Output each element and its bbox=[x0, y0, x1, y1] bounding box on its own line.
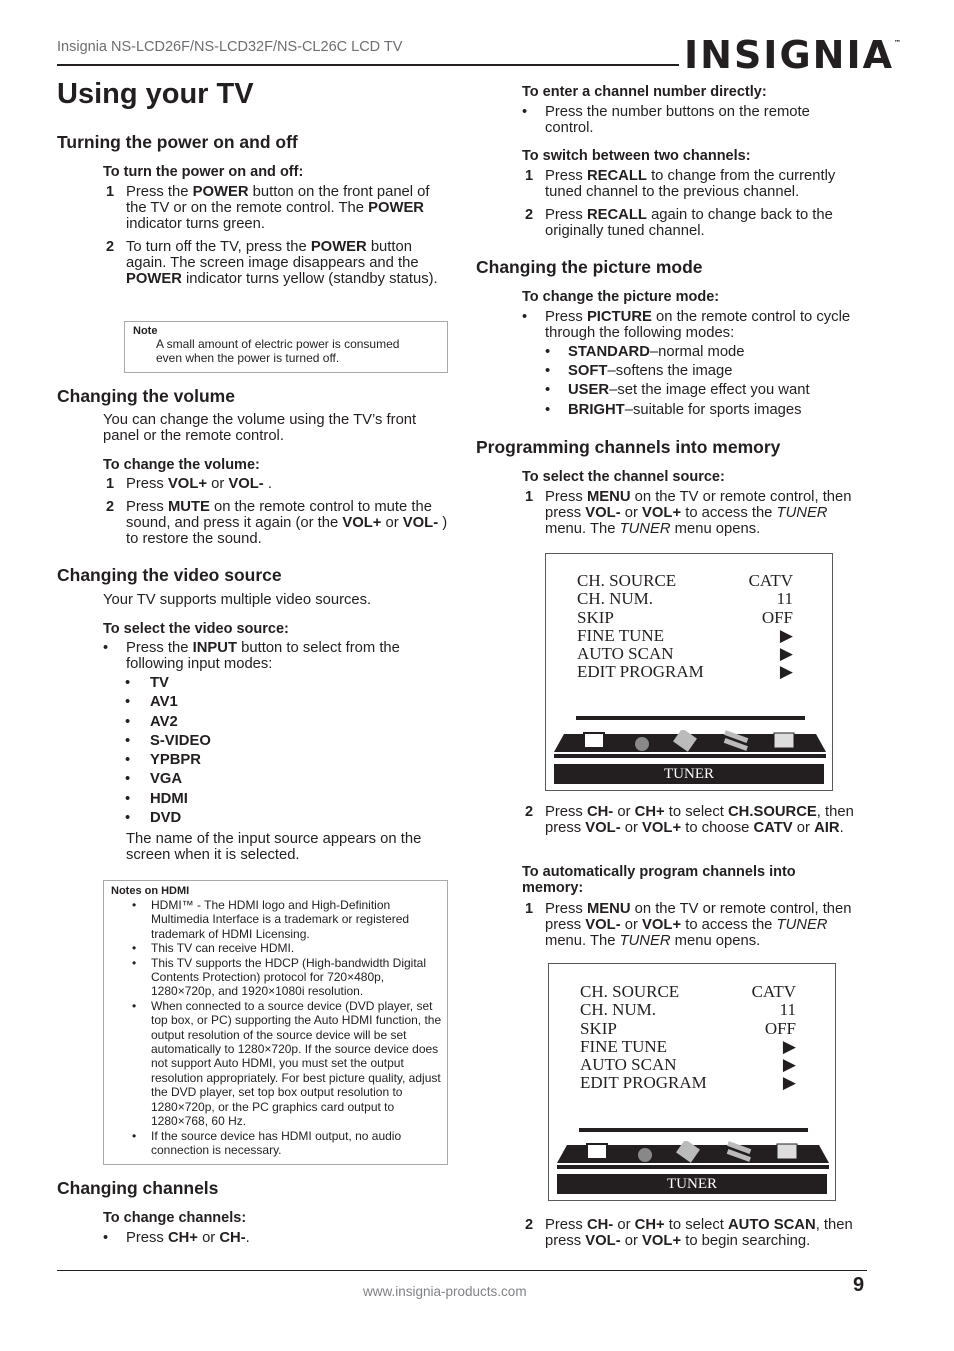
tv-icon bbox=[587, 1144, 607, 1159]
list-item: • YPBPR bbox=[125, 752, 201, 769]
tuner-label: TUNER bbox=[554, 764, 824, 784]
list-item: • This TV can receive HDMI. bbox=[132, 941, 295, 956]
power-step-1: 1 Press the POWER button on the front panel of the TV or on the remote control. The POWER indicator turns green. bbox=[106, 184, 430, 232]
switch-step-1: 1 Press RECALL to change from the currently tuned channel to the previous channel. bbox=[525, 168, 836, 200]
subheading-switch-channels: To switch between two channels: bbox=[522, 148, 751, 164]
document-header: Insignia NS-LCD26F/NS-LCD32F/NS-CL26C LCD TV bbox=[57, 39, 403, 55]
video-after-text: The name of the input source appears on the screen when it is selected. bbox=[126, 831, 422, 863]
tv-icon bbox=[584, 733, 604, 748]
tuner-icon-dock bbox=[554, 730, 826, 766]
header-rule bbox=[57, 64, 679, 66]
volume-step-1: 1 Press VOL+ or VOL- . bbox=[106, 476, 272, 492]
list-item: • HDMI bbox=[125, 790, 188, 807]
menu-row-skip: SKIP OFF bbox=[580, 1018, 796, 1038]
heading-power: Turning the power on and off bbox=[57, 132, 298, 152]
menu-divider bbox=[579, 1128, 808, 1132]
menu-row-auto-scan: AUTO SCAN ▶ bbox=[580, 1055, 796, 1075]
subheading-auto-program: To automatically program channels into memory: bbox=[522, 864, 796, 896]
footer-rule bbox=[57, 1270, 867, 1271]
menu-divider bbox=[576, 716, 805, 720]
list-item: • USER–set the image effect you want bbox=[545, 382, 810, 399]
menu-row-edit-program: EDIT PROGRAM ▶ bbox=[580, 1073, 796, 1093]
tuner-label: TUNER bbox=[557, 1174, 827, 1194]
power-step-2: 2 To turn off the TV, press the POWER button again. The screen image disappears and the POWER indicator turns yellow (standby status). bbox=[106, 239, 438, 287]
menu-row-ch-source: CH. SOURCE CATV bbox=[580, 982, 796, 1001]
menu-row-ch-source: CH. SOURCE CATV bbox=[577, 571, 793, 590]
list-item: • HDMI™ - The HDMI logo and High-Definition Multimedia Interface is a trademark or registered trademark of HDMI Licensing. bbox=[132, 898, 410, 941]
picture-instruction: • Press PICTURE on the remote control to cycle through the following modes: bbox=[522, 309, 851, 341]
list-item: • This TV supports the HDCP (High-bandwidth Digital Contents Protection) protocol for 720×480p, 1280×720p, and 1920×1080i resolution. bbox=[132, 955, 427, 999]
menu-row-fine-tune: FINE TUNE ▶ bbox=[580, 1036, 796, 1056]
volume-step-2: 2 Press MUTE on the remote control to mute the sound, and press it again (or the VOL+ or VOL- ) to restore the sound. bbox=[106, 499, 448, 547]
list-item: • DVD bbox=[125, 810, 182, 827]
hdmi-notes: Notes on HDMI • HDMI™ - The HDMI logo and High-Definition Multimedia Interface is a trademark or registered trademark of HDMI Licensing. • This TV can receive HDMI. • This TV supports the HDCP (High-bandwidth Digital Contents Protection) protocol for 720×480p, 1280×720p, and 1920×1080i resolution. • When connected to a source device (DVD player, set top box, or PC) supporting the Auto HDMI function, the output resolution of the source device will be set automatically to 1280×720p. If the source device does not support Auto HDMI, you must set the output resolution appropriately. For best picture quality, adjust the DVD player, set top box output resolution to 1280×720p, or the PC graphics card output to 1280×768, 60 Hz. • If the source device has HDMI output, no audio connection is necessary. bbox=[103, 880, 448, 1165]
footer-url[interactable]: www.insignia-products.com bbox=[363, 1284, 527, 1299]
subheading-turn-power: To turn the power on and off: bbox=[103, 164, 304, 180]
input-mode-list bbox=[125, 675, 325, 829]
clock-icon bbox=[777, 1144, 797, 1159]
insignia-logo: INSIGNIA™ bbox=[684, 33, 901, 77]
list-item: • When connected to a source device (DVD player, set top box, or PC) supporting the Auto HDMI function, the output resolution of the source device will be set automatically to 1280×720p. If the source device does not support Auto HDMI, you must set the output resolution appropriately. For best picture quality, adjust the DVD player, set top box output resolution to 1280×720p, or the PC graphics card output to 1280×768, 60 Hz. bbox=[132, 998, 442, 1129]
list-item: • SOFT–softens the image bbox=[545, 363, 733, 380]
subheading-change-channels: To change channels: bbox=[103, 1210, 247, 1226]
video-intro: Your TV supports multiple video sources. bbox=[103, 592, 372, 608]
menu-row-ch-num: CH. NUM. 11 bbox=[580, 1000, 796, 1020]
heading-volume: Changing the volume bbox=[57, 386, 235, 406]
list-item: • If the source device has HDMI output, no audio connection is necessary. bbox=[132, 1128, 402, 1157]
tuner-icon-dock bbox=[557, 1141, 829, 1177]
switch-step-2: 2 Press RECALL again to change back to the originally tuned channel. bbox=[525, 207, 833, 239]
menu-row-skip: SKIP OFF bbox=[577, 607, 793, 627]
list-item: • BRIGHT–suitable for sports images bbox=[545, 401, 802, 418]
sound-icon bbox=[635, 737, 649, 751]
heading-video-source: Changing the video source bbox=[57, 565, 282, 585]
subheading-select-video: To select the video source: bbox=[103, 621, 289, 637]
menu-row-auto-scan: AUTO SCAN ▶ bbox=[577, 644, 793, 664]
power-note: Note A small amount of electric power is consumed even when the power is turned off. bbox=[124, 321, 448, 373]
list-item: • AV1 bbox=[125, 694, 178, 711]
list-item: • TV bbox=[125, 675, 169, 691]
subheading-change-picture: To change the picture mode: bbox=[522, 289, 720, 305]
list-item: • STANDARD–normal mode bbox=[545, 344, 745, 360]
auto-program-step-2: 2 Press CH- or CH+ to select AUTO SCAN, then press VOL- or VOL+ to begin searching. bbox=[525, 1217, 853, 1249]
sound-icon bbox=[638, 1148, 652, 1162]
clock-icon bbox=[774, 733, 794, 748]
list-item: • VGA bbox=[125, 771, 183, 788]
page-number: 9 bbox=[853, 1274, 865, 1296]
tuner-menu-screenshot bbox=[545, 553, 833, 791]
direct-instruction: • Press the number buttons on the remote control. bbox=[522, 104, 810, 136]
heading-channels: Changing channels bbox=[57, 1178, 219, 1198]
menu-row-ch-num: CH. NUM. 11 bbox=[577, 589, 793, 609]
volume-intro: You can change the volume using the TV’s front panel or the remote control. bbox=[103, 412, 417, 444]
list-item: • S-VIDEO bbox=[125, 732, 211, 749]
subheading-channel-source: To select the channel source: bbox=[522, 469, 725, 485]
menu-row-fine-tune: FINE TUNE ▶ bbox=[577, 625, 793, 645]
channels-instruction: • Press CH+ or CH-. bbox=[103, 1230, 250, 1246]
program-step-1: 1 Press MENU on the TV or remote control, then press VOL- or VOL+ to access the TUNER menu. The TUNER menu opens. bbox=[525, 489, 852, 537]
menu-row-edit-program: EDIT PROGRAM ▶ bbox=[577, 662, 793, 682]
video-instruction: • Press the INPUT button to select from the following input modes: bbox=[103, 640, 400, 672]
hdmi-note-list bbox=[132, 898, 442, 1157]
subheading-enter-channel: To enter a channel number directly: bbox=[522, 84, 767, 100]
heading-programming: Programming channels into memory bbox=[476, 437, 781, 457]
page-title: Using your TV bbox=[57, 78, 254, 110]
auto-program-step-1: 1 Press MENU on the TV or remote control, then press VOL- or VOL+ to access the TUNER menu. The TUNER menu opens. bbox=[525, 901, 852, 949]
program-step-2: 2 Press CH- or CH+ to select CH.SOURCE, then press VOL- or VOL+ to choose CATV or AIR. bbox=[525, 804, 854, 836]
tuner-menu-list bbox=[577, 572, 793, 682]
tuner-menu-list bbox=[580, 983, 796, 1093]
heading-picture-mode: Changing the picture mode bbox=[476, 257, 703, 277]
list-item: • AV2 bbox=[125, 713, 178, 730]
tuner-menu-screenshot-2 bbox=[548, 963, 836, 1201]
subheading-change-volume: To change the volume: bbox=[103, 457, 260, 473]
picture-mode-list bbox=[545, 344, 865, 421]
